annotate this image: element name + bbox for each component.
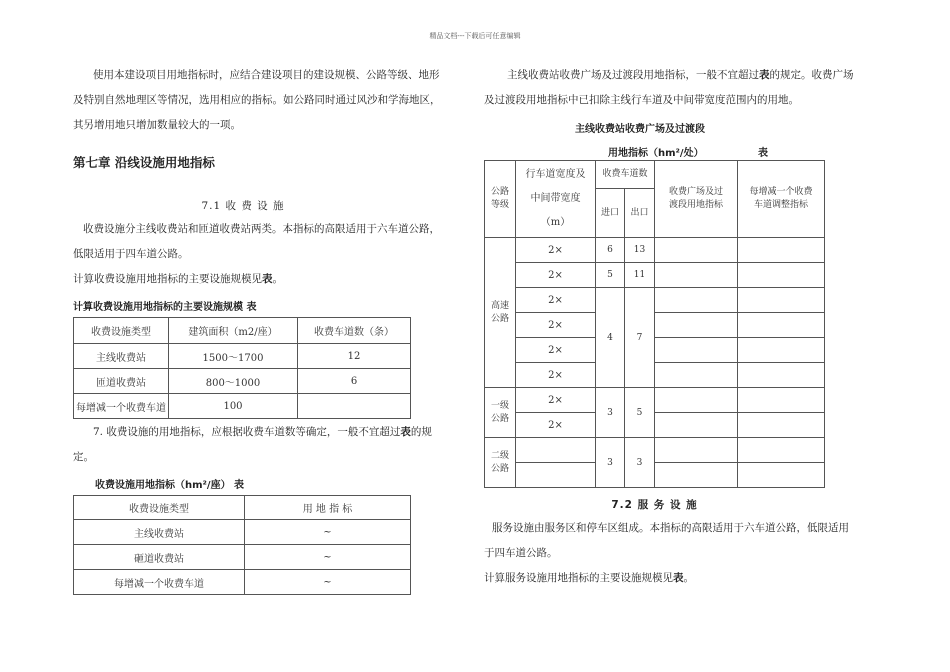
ref-line-table-word: 表 bbox=[262, 273, 273, 285]
intro-line-1: 使用本建设项目用地指标时，应结合建设项目的建设规模、公路等级、地形 bbox=[93, 69, 440, 81]
table3-out-cell: 13 bbox=[625, 238, 655, 263]
table1-cell: 匝道收费站 bbox=[74, 369, 169, 394]
table3-adjust-cell bbox=[738, 263, 825, 288]
table-row bbox=[485, 238, 825, 263]
item7-suffix: 的规 bbox=[410, 426, 432, 438]
table-row bbox=[485, 363, 825, 388]
section2-para-line-1: 服务设施由服务区和停车区组成。本指标的高限适用于六车道公路，低限适用 bbox=[492, 522, 849, 534]
table1-header-area: 建筑面积（m2/座） bbox=[169, 318, 298, 344]
item7-prefix: 7. 收费设施的用地指标，应根据收费车道数等确定，一般不宜超过 bbox=[93, 426, 401, 438]
table3-adjust-cell bbox=[738, 313, 825, 338]
right-intro-prefix: 主线收费站收费广场及过渡段用地指标，一般不宜超过 bbox=[507, 69, 759, 81]
table3-caption-left: 用地指标（hm²/处） bbox=[608, 148, 704, 159]
table3-header-in: 进口 bbox=[596, 189, 625, 238]
table-row bbox=[74, 570, 411, 595]
table3-grade-first: 一级 公路 bbox=[485, 388, 516, 438]
table2-cell: 砸道收费站 bbox=[74, 545, 245, 570]
section-para-line-1: 收费设施分主线收费站和匝道收费站两类。本指标的高限适用于六车道公路， bbox=[83, 223, 440, 235]
table3-width-cell: 2× bbox=[516, 288, 596, 313]
table-row bbox=[485, 338, 825, 363]
right-intro-suffix: 的规定。收费广场 bbox=[769, 69, 854, 81]
table3-grade-second: 二级 公路 bbox=[485, 438, 516, 488]
table2-cell: ~ bbox=[245, 520, 411, 545]
table3-width-cell bbox=[516, 463, 596, 488]
table3-width-cell: 2× bbox=[516, 263, 596, 288]
table3-adjust-cell bbox=[738, 338, 825, 363]
table1-header-row bbox=[74, 318, 411, 344]
table3-adjust-cell bbox=[738, 238, 825, 263]
table2-header-row bbox=[74, 496, 411, 520]
table-row bbox=[485, 463, 825, 488]
intro-line-3: 其另增用地只增加数量较大的一项。 bbox=[73, 119, 241, 131]
table1-cell: 12 bbox=[298, 344, 411, 369]
table3-plaza-cell bbox=[655, 313, 738, 338]
table2-header-index: 用 地 指 标 bbox=[245, 496, 411, 520]
section-title-7-2: 7.2 服 务 设 施 bbox=[611, 499, 698, 511]
table-row bbox=[74, 369, 411, 394]
table-row bbox=[74, 545, 411, 570]
section-para-line-2: 低限适用于四车道公路。 bbox=[73, 248, 189, 260]
table1-cell: 800～1000 bbox=[169, 369, 298, 394]
ref2-table-word: 表 bbox=[673, 572, 684, 584]
table3-plaza-cell bbox=[655, 338, 738, 363]
ref-line-suffix: 。 bbox=[272, 273, 283, 285]
table3-plaza-cell bbox=[655, 263, 738, 288]
table3-plaza-cell bbox=[655, 438, 738, 463]
table2-cell: ~ bbox=[245, 570, 411, 595]
table-row bbox=[485, 288, 825, 313]
section2-para-line-2: 于四车道公路。 bbox=[484, 547, 558, 559]
item7-table-word: 表 bbox=[400, 426, 411, 438]
table3-adjust-cell bbox=[738, 463, 825, 488]
table3-width-cell: 2× bbox=[516, 313, 596, 338]
right-intro-line-2: 及过渡段用地指标中已扣除主线行车道及中间带宽度范围内的用地。 bbox=[484, 94, 799, 106]
table-row bbox=[485, 388, 825, 413]
table3-plaza-cell bbox=[655, 288, 738, 313]
table3-out-cell: 7 bbox=[625, 288, 655, 388]
chapter-title: 第七章 沿线设施用地指标 bbox=[73, 155, 215, 170]
table2-cell: 主线收费站 bbox=[74, 520, 245, 545]
right-intro-table-word: 表 bbox=[759, 69, 770, 81]
table3-width-cell: 2× bbox=[516, 413, 596, 438]
table3-width-cell: 2× bbox=[516, 338, 596, 363]
table-facility-scale bbox=[73, 317, 411, 419]
table3-width-cell: 2× bbox=[516, 363, 596, 388]
ref2-suffix: 。 bbox=[683, 572, 694, 584]
table3-plaza-cell bbox=[655, 363, 738, 388]
ref-line bbox=[73, 272, 283, 286]
table3-in-cell: 3 bbox=[596, 388, 625, 438]
table3-adjust-cell bbox=[738, 438, 825, 463]
table3-header-row-1 bbox=[485, 161, 825, 189]
table3-header-lanes: 收费车道数 bbox=[596, 161, 655, 189]
intro-line-2: 及特别自然地理区等情况，选用相应的指标。如公路同时通过风沙和学海地区， bbox=[73, 94, 441, 106]
section-title-7-1: 7.1 收 费 设 施 bbox=[201, 200, 285, 212]
table3-in-cell: 6 bbox=[596, 238, 625, 263]
table3-plaza-cell bbox=[655, 463, 738, 488]
table2-header-type: 收费设施类型 bbox=[74, 496, 245, 520]
table2-cell: 每增减一个收费车道 bbox=[74, 570, 245, 595]
table3-adjust-cell bbox=[738, 363, 825, 388]
table3-in-cell: 4 bbox=[596, 288, 625, 388]
table3-adjust-cell bbox=[738, 388, 825, 413]
table1-cell: 1500～1700 bbox=[169, 344, 298, 369]
table-row bbox=[485, 413, 825, 438]
table3-header-width: 行车道宽度及 中间带宽度 （m） bbox=[516, 161, 596, 238]
table1-cell: 每增减一个收费车道 bbox=[74, 394, 169, 419]
table-toll-land-index bbox=[73, 495, 411, 595]
table3-header-out: 出口 bbox=[625, 189, 655, 238]
page-header: 精品文档---下载后可任意编辑 bbox=[429, 32, 521, 40]
right-intro-line-1 bbox=[507, 68, 854, 82]
table3-grade-highway: 高速 公路 bbox=[485, 238, 516, 388]
table3-plaza-cell bbox=[655, 388, 738, 413]
table-row bbox=[74, 344, 411, 369]
table2-cell: ~ bbox=[245, 545, 411, 570]
table1-header-type: 收费设施类型 bbox=[74, 318, 169, 344]
table3-caption-right: 表 bbox=[758, 148, 768, 159]
table3-adjust-cell bbox=[738, 413, 825, 438]
table1-cell: 6 bbox=[298, 369, 411, 394]
table-row bbox=[485, 438, 825, 463]
table3-width-cell: 2× bbox=[516, 388, 596, 413]
ref2-line bbox=[484, 571, 694, 585]
table3-out-cell: 5 bbox=[625, 388, 655, 438]
table1-cell bbox=[298, 394, 411, 419]
table-plaza-land-index bbox=[484, 160, 825, 488]
table3-in-cell: 5 bbox=[596, 263, 625, 288]
table-row bbox=[74, 520, 411, 545]
table3-adjust-cell bbox=[738, 288, 825, 313]
table2-caption: 收费设施用地指标（hm²/座） 表 bbox=[95, 480, 245, 491]
table3-plaza-cell bbox=[655, 238, 738, 263]
table3-in-cell: 3 bbox=[596, 438, 625, 488]
table3-plaza-cell bbox=[655, 413, 738, 438]
table3-header-adjust: 每增减一个收费 车道调整指标 bbox=[738, 161, 825, 238]
table3-width-cell bbox=[516, 438, 596, 463]
table3-out-cell: 3 bbox=[625, 438, 655, 488]
table3-header-grade: 公路 等级 bbox=[485, 161, 516, 238]
table1-header-lanes: 收费车道数（条） bbox=[298, 318, 411, 344]
table1-caption: 计算收费设施用地指标的主要设施规模 表 bbox=[73, 302, 257, 313]
ref2-prefix: 计算服务设施用地指标的主要设施规模见 bbox=[484, 572, 673, 584]
table3-header-plaza: 收费广场及过 渡段用地指标 bbox=[655, 161, 738, 238]
table1-cell: 100 bbox=[169, 394, 298, 419]
item7-line-2: 定。 bbox=[73, 451, 94, 463]
ref-line-prefix: 计算收费设施用地指标的主要设施规模见 bbox=[73, 273, 262, 285]
item7-line-1 bbox=[93, 425, 432, 439]
table3-title: 主线收费站收费广场及过渡段 bbox=[575, 124, 705, 135]
table-row bbox=[74, 394, 411, 419]
table3-out-cell: 11 bbox=[625, 263, 655, 288]
table3-width-cell: 2× bbox=[516, 238, 596, 263]
table-row bbox=[485, 313, 825, 338]
table-row bbox=[485, 263, 825, 288]
table1-cell: 主线收费站 bbox=[74, 344, 169, 369]
